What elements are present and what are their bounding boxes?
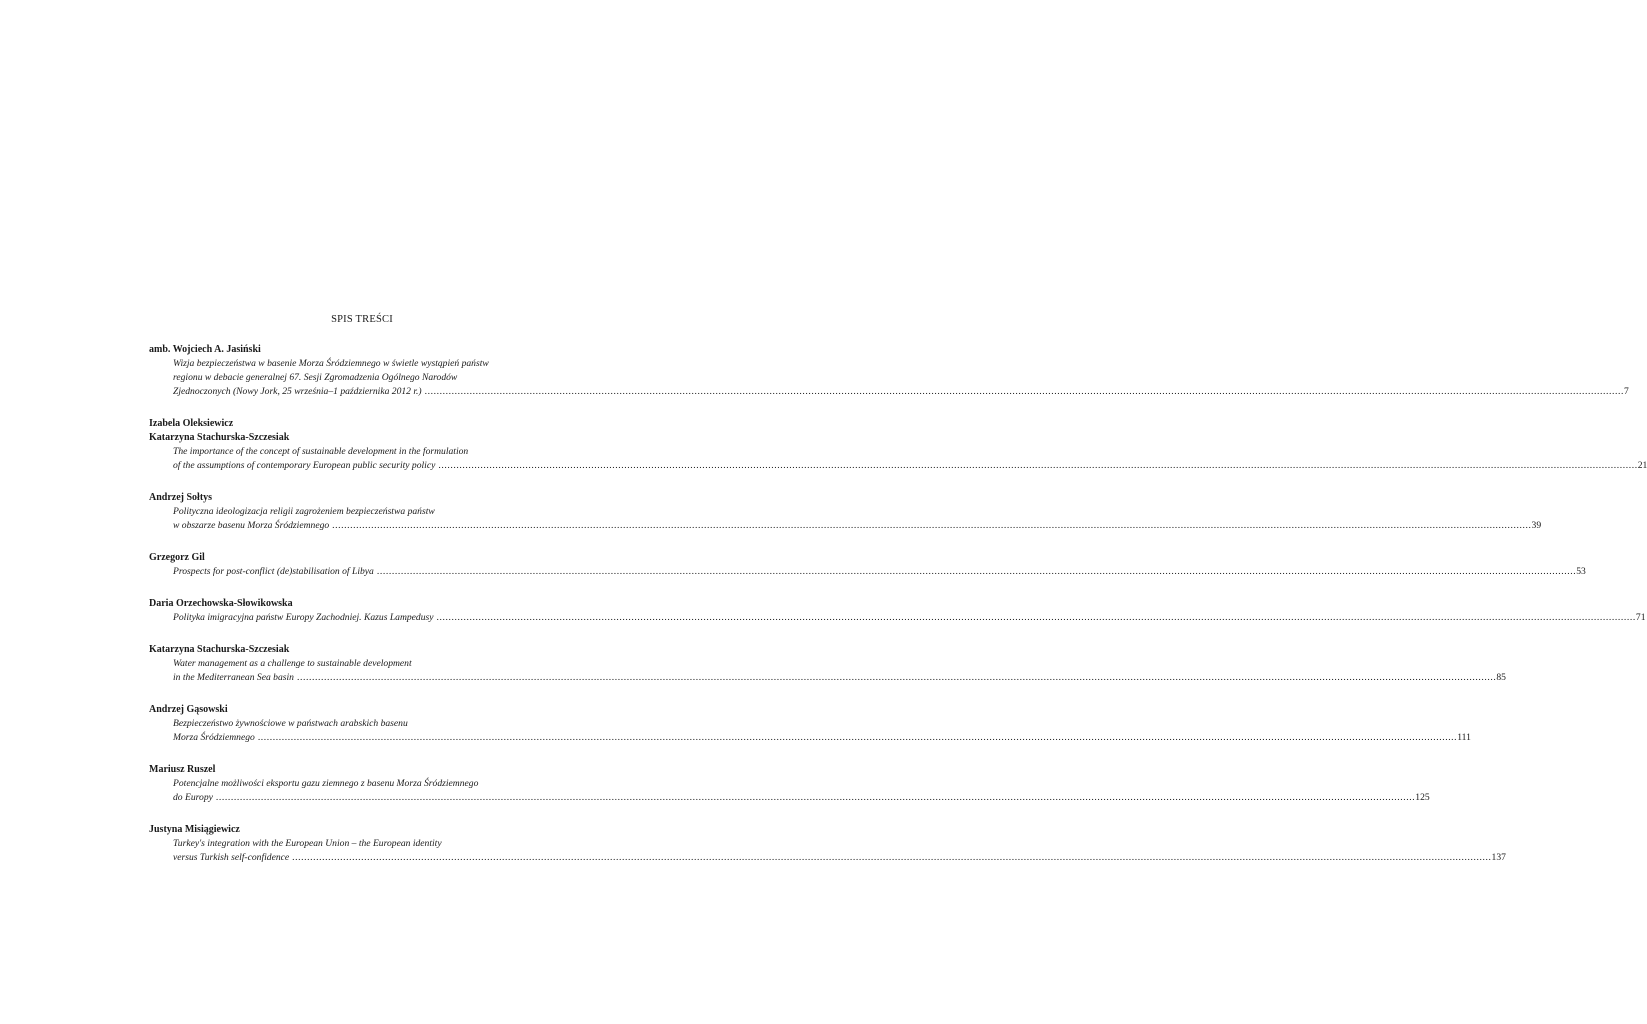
toc-title-last-line <box>149 731 1471 745</box>
toc-title-last-line <box>149 385 1629 399</box>
toc-title-last-line <box>149 671 1506 685</box>
table-of-contents <box>149 343 1647 883</box>
dot-leader: ................................................................................................................................................................................................................................................................................................................................................................................................................ <box>438 460 1638 471</box>
toc-title-line: Turkey's integration with the European Union – the European identity <box>173 838 442 849</box>
dot-leader: ................................................................................................................................................................................................................................................................................................................................................................................................................ <box>376 566 1577 577</box>
page-number: 71 <box>1635 612 1646 623</box>
page-number: 7 <box>1624 386 1629 397</box>
toc-title-text: Zjednoczonych (Nowy Jork, 25 września–1 października 2012 r.) <box>173 386 422 397</box>
toc-author: Katarzyna Stachurska-Szczesiak <box>149 644 290 655</box>
toc-title-last-line <box>149 565 1586 579</box>
toc-entry <box>149 491 1542 533</box>
page-number: 21 <box>1637 460 1647 471</box>
toc-title-last-line <box>149 791 1430 805</box>
dot-leader: ................................................................................................................................................................................................................................................................................................................................................................................................................ <box>296 672 1497 683</box>
toc-title-text: w obszarze basenu Morza Śródziemnego <box>173 520 330 531</box>
page-number: 125 <box>1415 792 1430 803</box>
toc-title-line: The importance of the concept of sustainable development in the formulation <box>173 446 469 457</box>
toc-title-line: Wizja bezpieczeństwa w basenie Morza Śródziemnego w świetle wystąpień państw <box>173 358 489 369</box>
dot-leader: ................................................................................................................................................................................................................................................................................................................................................................................................................ <box>332 520 1532 531</box>
toc-title-line: Water management as a challenge to sustainable development <box>173 658 412 669</box>
toc-title-line: Potencjalne możliwości eksportu gazu ziemnego z basenu Morza Śródziemnego <box>173 778 479 789</box>
page-number: 111 <box>1457 732 1471 743</box>
toc-entry <box>149 343 1629 399</box>
toc-author: Andrzej Gąsowski <box>149 704 228 715</box>
page-title: SPIS TREŚCI <box>331 314 393 325</box>
toc-title-last-line <box>149 519 1542 533</box>
toc-entry <box>149 597 1646 625</box>
toc-entry <box>149 823 1506 865</box>
toc-author: Andrzej Sołtys <box>149 492 213 503</box>
toc-author: Daria Orzechowska-Słowikowska <box>149 598 293 609</box>
toc-title-line: Bezpieczeństwo żywnościowe w państwach arabskich basenu <box>173 718 408 729</box>
toc-title-line: regionu w debacie generalnej 67. Sesji Zgromadzenia Ogólnego Narodów <box>173 372 458 383</box>
page-number: 53 <box>1576 566 1586 577</box>
page-number: 39 <box>1531 520 1542 531</box>
toc-author: amb. Wojciech A. Jasiński <box>149 344 261 355</box>
toc-entry <box>149 551 1586 579</box>
toc-author: Izabela Oleksiewicz <box>149 418 234 429</box>
dot-leader: ................................................................................................................................................................................................................................................................................................................................................................................................................ <box>257 732 1458 743</box>
toc-title-text: Polityka imigracyjna państw Europy Zachodniej. Kazus Lampedusy <box>173 612 434 623</box>
toc-author: Justyna Misiągiewicz <box>149 824 240 835</box>
toc-title-text: in the Mediterranean Sea basin <box>173 672 294 683</box>
toc-title-text: Prospects for post-conflict (de)stabilisation of Libya <box>173 566 374 577</box>
dot-leader: ................................................................................................................................................................................................................................................................................................................................................................................................................ <box>292 852 1492 863</box>
page-number: 137 <box>1491 852 1506 863</box>
toc-author: Katarzyna Stachurska-Szczesiak <box>149 432 290 443</box>
toc-title-text: do Europy <box>173 792 213 803</box>
toc-author: Mariusz Ruszel <box>149 764 216 775</box>
toc-title-text: of the assumptions of contemporary European public security policy <box>173 460 436 471</box>
toc-entry <box>149 763 1430 805</box>
dot-leader: ................................................................................................................................................................................................................................................................................................................................................................................................................ <box>436 612 1636 623</box>
toc-entry <box>149 643 1506 685</box>
page-number: 85 <box>1496 672 1506 683</box>
dot-leader: ................................................................................................................................................................................................................................................................................................................................................................................................................ <box>424 386 1624 397</box>
toc-title-last-line <box>149 851 1506 865</box>
toc-title-text: versus Turkish self-confidence <box>173 852 290 863</box>
toc-title-line: Polityczna ideologizacja religii zagrożeniem bezpieczeństwa państw <box>173 506 435 517</box>
toc-entry <box>149 417 1647 473</box>
toc-title-text: Morza Śródziemnego <box>173 732 255 743</box>
dot-leader: ................................................................................................................................................................................................................................................................................................................................................................................................................ <box>215 792 1416 803</box>
toc-title-last-line <box>149 611 1646 625</box>
toc-entry <box>149 703 1471 745</box>
toc-author: Grzegorz Gil <box>149 552 205 563</box>
toc-title-last-line <box>149 459 1647 473</box>
